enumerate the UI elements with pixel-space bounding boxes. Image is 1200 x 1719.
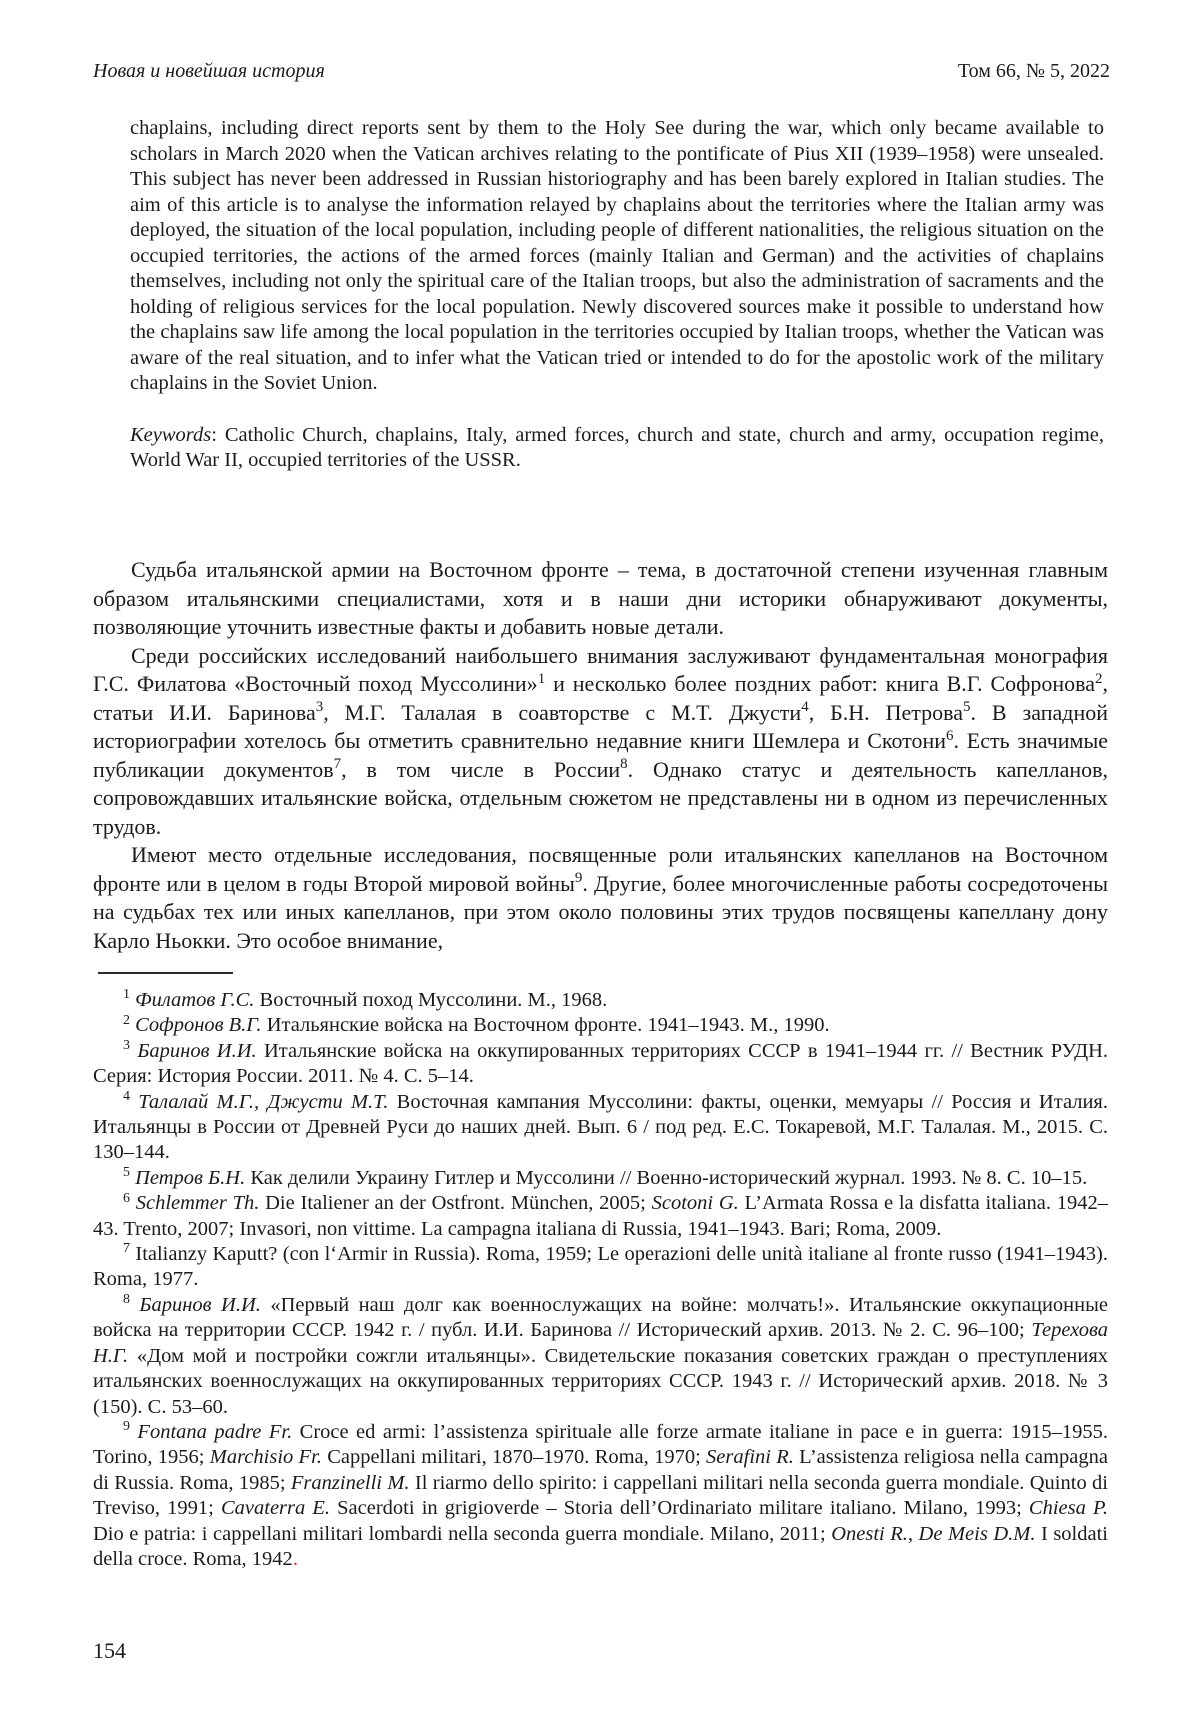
footnote-2: $^2$ Софронов В.Г. Итальянские войска на Восточном фронте. 1941–1943. М., 1990. [123, 1012, 830, 1037]
footnote-6: $^6$ Schlemmer Th. Die Italiener an der Ostfront. München, 2005; Scotoni G. L’Armata Rossa e la disfatta italiana. 1942–43. Trento, 2007; Invasori, non vittime. La campagna italiana di Russia, 1941–1943. Bari; Roma, 2009. [93, 1190, 1108, 1240]
body-paragraph-1: Судьба итальянской армии на Восточном фронте – тема, в достаточной степени изученная главным образом итальянскими специалистами, хотя и в наши дни историки обнаруживают документы, позволяющие уточнить известные факты и добавить новые детали. [93, 557, 1108, 639]
body-paragraph-2: Среди российских исследований наибольшего внимания заслуживают фундаментальная монография Г.С. Филатова «Восточный поход Муссолини»$^1$ и несколько более поздних работ: книга В.Г. Софронова$^2$, статьи И.И. Баринова$^3$, М.Г. Талалая в соавторстве с М.Т. Джусти$^4$, Б.Н. Петрова$^5$. В западной историографии хотелось бы отметить сравнительно недавние книги Шемлера и Скотони$^6$. Есть значимые публикации документов$^7$, в том числе в России$^8$. Однако статус и деятельность капелланов, сопровождавших итальянские войска, отдельным сюжетом не представлены ни в одном из перечисленных трудов. [93, 642, 1108, 839]
footnote-3: $^3$ Баринов И.И. Итальянские войска на оккупированных территориях СССР в 1941–1944 гг. // Вестник РУДН. Серия: История России. 2011. № 4. С. 5–14. [93, 1038, 1108, 1088]
abstract-paragraph: chaplains, including direct reports sent by them to the Holy See during the war, which only became available to scholars in March 2020 when the Vatican archives relating to the pontificate of Pius XII (1939–1958) were unsealed. This subject has never been addressed in Russian historiography and has been barely explored in Italian studies. The aim of this article is to analyse the information relayed by chaplains about the territories where the Italian army was deployed, the situation of the local population, including people of different nationalities, the religious situation on the occupied territories, the actions of the armed forces (mainly Italian and German) and the activities of chaplains themselves, including not only the spiritual care of the Italian troops, but also the administration of sacraments and the holding of religious services for the local population. Newly discovered sources make it possible to understand how the chaplains saw life among the local population in the territories occupied by Italian troops, whether the Vatican was aware of the real situation, and to infer what the Vatican tried or intended to do for the apostolic work of the military chaplains in the Soviet Union. [130, 117, 1104, 394]
page-header [93, 60, 1110, 83]
page-number: 154 [93, 1638, 126, 1663]
footnote-separator-rule [98, 972, 233, 974]
keywords-paragraph: Keywords: Catholic Church, chaplains, Italy, armed forces, church and state, church and army, occupation regime, World War II, occupied territories of the USSR. [130, 423, 1104, 471]
footnote-7: $^7$ Italianzy Kaputt? (con l‘Armir in Russia). Roma, 1959; Le operazioni delle unità italiane al fronte russo (1941–1943). Roma, 1977. [93, 1241, 1108, 1291]
body-paragraph-3: Имеют место отдельные исследования, посвященные роли итальянских капелланов на Восточном фронте или в целом в годы Второй мировой войны$^9$. Другие, более многочисленные работы сосредоточены на судьбах тех или иных капелланов, при этом около половины этих трудов посвящены капеллану дону Карло Ньокки. Это особое внимание, [93, 842, 1108, 953]
journal-title: Новая и новейшая история [93, 60, 325, 82]
article-body [93, 556, 1108, 955]
footnote-1: $^1$ Филатов Г.С. Восточный поход Муссолини. М., 1968. [123, 987, 608, 1011]
footnote-9: $^9$ Fontana padre Fr. Croce ed armi: l’assistenza spirituale alle forze armate italiane in pace e in guerra: 1915–1955. Torino, 1956; Marchisio Fr. Cappellani militari, 1870–1970. Roma, 1970; Serafini R. L’assistenza religiosa nella campagna di Russia. Roma, 1985; Franzinelli M. Il riarmo dello spirito: i cappellani militari nella seconda guerra mondiale. Quinto di Treviso, 1991; Cavaterra E. Sacerdoti in grigioverde – Storia dell’Ordinariato militare italiano. Milano, 1993; Chiesa P. Dio e patria: i cappellani militari lombardi nella seconda guerra mondiale. Milano, 2011; Onesti R., De Meis D.M. I soldati della croce. Roma, 1942. [93, 1419, 1109, 1570]
footnote-8: $^8$ Баринов И.И. «Первый наш долг как военнослужащих на войне: молчать!». Итальянские оккупационные войска на территории СССР. 1942 г. / публ. И.И. Баринова // Исторический архив. 2013. № 2. С. 96–100; Терехова Н.Г. «Дом мой и постройки сожгли итальянцы». Свидетельские показания советских граждан о преступлениях итальянских военнослужащих на оккупированных территориях СССР. 1943 г. // Исторический архив. 2018. № 3 (150). С. 53–60. [93, 1292, 1108, 1418]
issue-info: Том 66, № 5, 2022 [957, 60, 1110, 82]
abstract-section [130, 116, 1104, 474]
footnotes-section [93, 988, 1108, 1572]
footnote-4: $^4$ Талалай М.Г., Джусти М.Т. Восточная кампания Муссолини: факты, оценки, мемуары // Россия и Италия. Итальянцы в России от Древней Руси до наших дней. Вып. 6 / под ред. Е.С. Токаревой, М.Г. Талалая. М., 2015. С. 130–144. [93, 1088, 1108, 1164]
footnote-5: $^5$ Петров Б.Н. Как делили Украину Гитлер и Муссолини // Военно-исторический журнал. 1993. № 8. С. 10–15. [123, 1165, 1088, 1189]
